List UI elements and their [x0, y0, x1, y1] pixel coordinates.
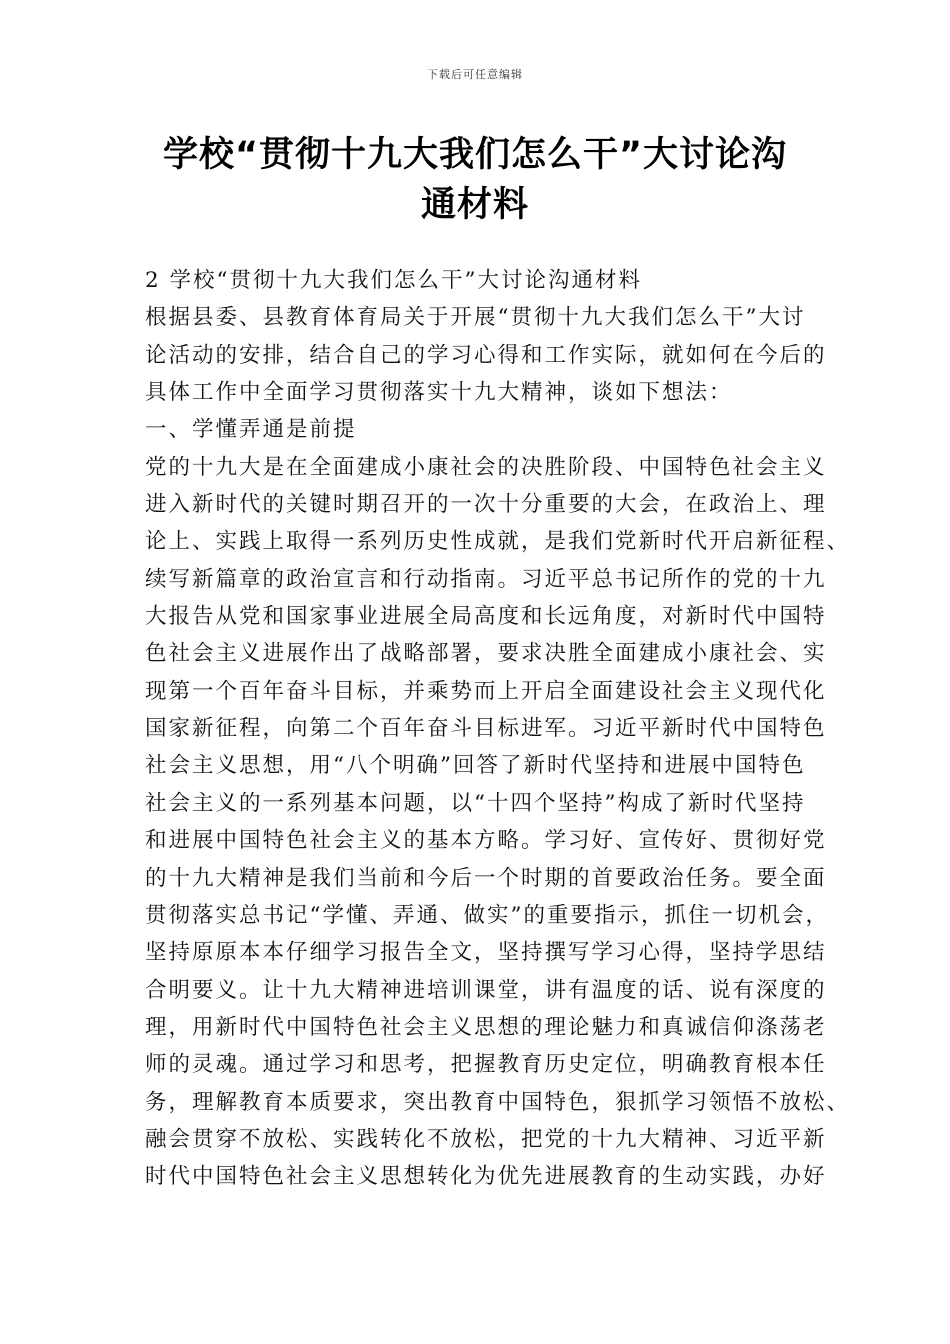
body-line: 根据县委、县教育体育局关于开展“贯彻十九大我们怎么干”大讨 [145, 305, 806, 331]
title-line-1: 学校“贯彻十九大我们怎么干”大讨论沟 [162, 135, 787, 175]
body-line: 时代中国特色社会主义思想转化为优先进展教育的生动实践，办好 [145, 1164, 827, 1190]
body-line: 具体工作中全面学习贯彻落实十九大精神，谈如下想法： [145, 380, 733, 406]
body-line: 色社会主义进展作出了战略部署，要求决胜全面建成小康社会、实 [145, 641, 827, 667]
body-line: 融会贯穿不放松、实践转化不放松，把党的十九大精神、习近平新 [145, 1126, 827, 1152]
body-line: 的十九大精神是我们当前和今后一个时期的首要政治任务。要全面 [145, 865, 827, 891]
body-line: 大报告从党和国家事业进展全局高度和长远角度，对新时代中国特 [145, 604, 827, 630]
body-line: 合明要义。让十九大精神进培训课堂，讲有温度的话、说有深度的 [145, 977, 827, 1003]
body-line: 国家新征程，向第二个百年奋斗目标进军。习近平新时代中国特色 [145, 716, 827, 742]
body-line: 贯彻落实总书记“学懂、弄通、做实”的重要指示，抓住一切机会， [145, 902, 829, 928]
body-line: 党的十九大是在全面建成小康社会的决胜阶段、中国特色社会主义 [145, 454, 827, 480]
document-body [145, 262, 851, 1196]
body-line: 师的灵魂。通过学习和思考，把握教育历史定位，明确教育根本任 [145, 1052, 827, 1078]
body-line: 论活动的安排，结合自己的学习心得和工作实际，就如何在今后的 [145, 342, 827, 368]
body-line: 坚持原原本本仔细学习报告全文，坚持撰写学习心得，坚持学思结 [145, 940, 827, 966]
body-line: 续写新篇章的政治宣言和行动指南。习近平总书记所作的党的十九 [145, 566, 827, 592]
body-line: 社会主义的一系列基本问题，以“十四个坚持”构成了新时代坚持 [145, 790, 806, 816]
body-line: 社会主义思想，用“八个明确”回答了新时代坚持和进展中国特色 [145, 753, 806, 779]
body-line: 和进展中国特色社会主义的基本方略。学习好、宣传好、贯彻好党 [145, 828, 827, 854]
title-line-2: 通材料 [420, 185, 529, 225]
body-line: 论上、实践上取得一系列历史性成就，是我们党新时代开启新征程、 [145, 529, 851, 555]
header-note: 下载后可任意编辑 [427, 68, 523, 81]
document-title [120, 130, 830, 230]
body-line: 务，理解教育本质要求，突出教育中国特色，狠抓学习领悟不放松、 [145, 1089, 851, 1115]
section-heading: 一、学懂弄通是前提 [145, 417, 357, 443]
body-line: 现第一个百年奋斗目标，并乘势而上开启全面建设社会主义现代化 [145, 678, 827, 704]
body-line: 进入新时代的关键时期召开的一次十分重要的大会，在政治上、理 [145, 492, 827, 518]
body-line: 2 学校“贯彻十九大我们怎么干”大讨论沟通材料 [145, 268, 642, 293]
body-line: 理，用新时代中国特色社会主义思想的理论魅力和真诚信仰涤荡老 [145, 1014, 827, 1040]
